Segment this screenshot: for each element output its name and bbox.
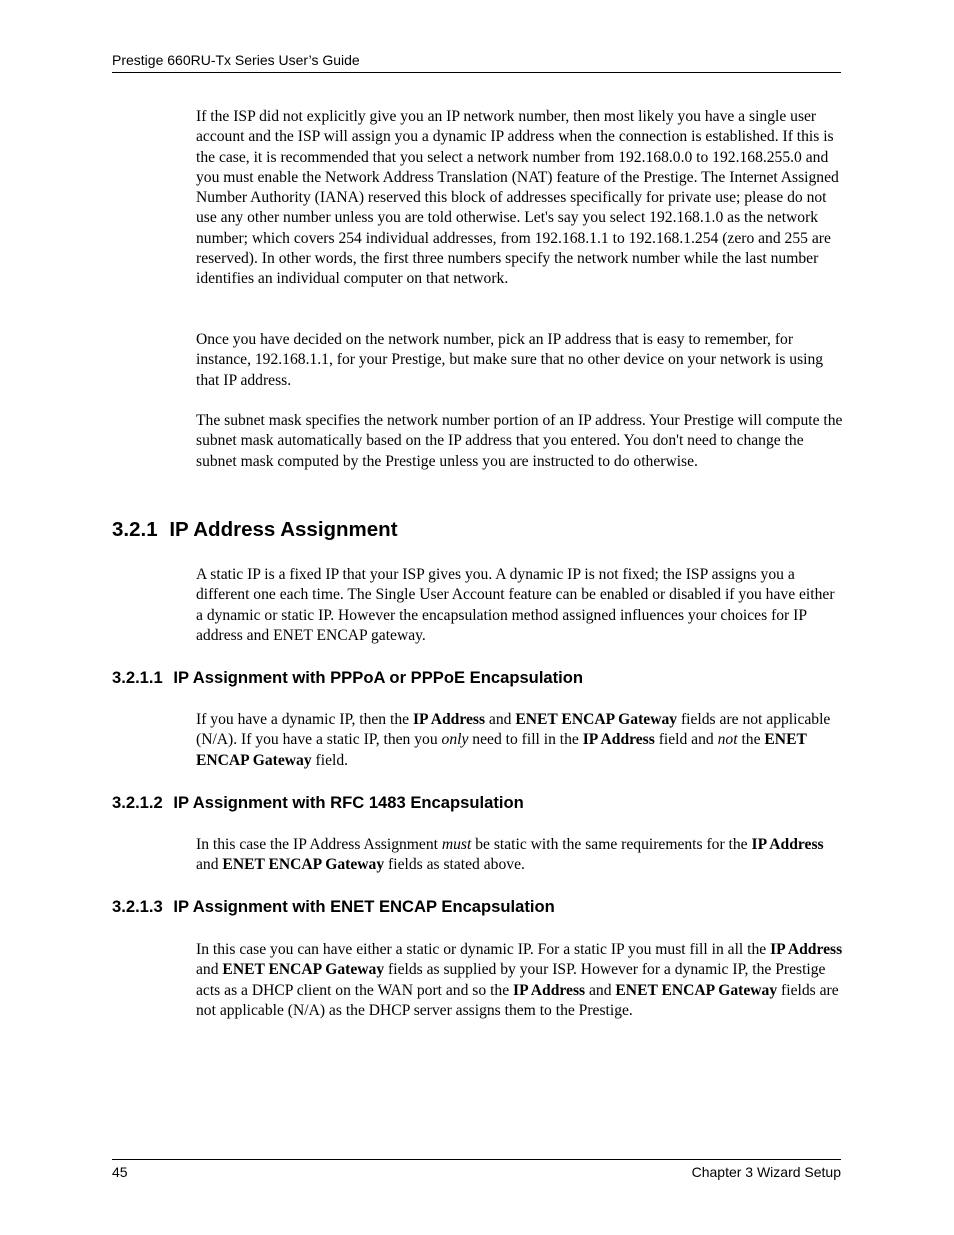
text-run: field.	[311, 751, 349, 769]
text-run: fields are not applicable (N/A). If you have a static IP, then you	[196, 711, 831, 749]
intro-paragraph-1: If the ISP did not explicitly give you an IP network number, then most likely you have a single user account and the ISP will assign you a dynamic IP address when the connection is established. If this is the case, it is recommended that you select a network number from 192.168.0.0 to 192.168.255.0 and you must enable the Network Address Translation (NAT) feature of the Prestige. The Internet Assigned Number Authority (IANA) reserved this block of addresses specifically for private use; please do not use any other number unless you are told otherwise. Let's say you select 192.168.1.0 as the network number; which covers 254 individual addresses, from 192.168.1.1 to 192.168.1.254 (zero and 255 are reserved). In other words, the first three numbers specify the network number while the last number identifies an individual computer on that network.	[196, 108, 839, 288]
section-heading-3-2-1	[112, 517, 398, 543]
italic-term: must	[441, 836, 472, 853]
section-number: 3.2.1.1	[112, 668, 163, 687]
section-3-2-1-body: A static IP is a fixed IP that your ISP gives you. A dynamic IP is not fixed; the ISP assigns you a different one each time. The Single User Account feature can be enabled or disabled if you have either a dynamic or static IP. However the encapsulation method assigned influences your choices for IP address and ENET ENCAP gateway.	[196, 566, 835, 644]
text-run: fields as stated above.	[384, 856, 525, 874]
intro-paragraph-2: Once you have decided on the network number, pick an IP address that is easy to remember, for instance, 192.168.1.1, for your Prestige, but make sure that no other device on your network is using that IP address.	[196, 331, 824, 389]
bold-term: ENET ENCAP Gateway	[222, 961, 385, 979]
section-heading-3-2-1-1	[112, 667, 583, 689]
text-run: and	[196, 961, 223, 979]
bold-term: IP Address	[412, 711, 486, 728]
text-run: fields are not applicable (N/A) as the DHCP server assigns them to the Prestige.	[196, 981, 839, 1019]
text-run: and	[196, 856, 223, 874]
section-number: 3.2.1.3	[112, 897, 163, 916]
section-number: 3.2.1.2	[112, 793, 163, 812]
bold-term: IP Address	[513, 981, 586, 999]
text-run: be static with the same requirements for the	[471, 836, 752, 853]
bold-term: ENET ENCAP Gateway	[222, 856, 385, 874]
bold-term: ENET ENCAP Gateway	[515, 711, 678, 728]
text-run: In this case the IP Address Assignment	[196, 836, 442, 853]
section-title: IP Assignment with PPPoA or PPPoE Encapsulation	[173, 668, 584, 687]
section-title: IP Assignment with ENET ENCAP Encapsulation	[173, 897, 555, 916]
running-header	[112, 50, 841, 73]
page-number: 45	[112, 1164, 128, 1180]
section-number: 3.2.1	[112, 518, 158, 541]
text-run: If you have a dynamic IP, then the	[196, 711, 413, 728]
running-footer	[112, 1159, 841, 1180]
section-title: IP Assignment with RFC 1483 Encapsulation	[173, 793, 524, 812]
text-run: need to fill in the	[468, 731, 583, 749]
bold-term: IP Address	[751, 836, 824, 853]
section-title: IP Address Assignment	[169, 518, 398, 541]
text-run: and	[585, 981, 616, 999]
text-run: field and	[654, 731, 718, 749]
intro-paragraph-3: The subnet mask specifies the network number portion of an IP address. Your Prestige will compute the subnet mask automatically based on the IP address that you entered. You don't need to change the subnet mask computed by the Prestige unless you are instructed to do otherwise.	[196, 412, 843, 470]
text-run: and	[485, 711, 516, 728]
chapter-title: Chapter 3 Wizard Setup	[691, 1164, 841, 1180]
text-run: In this case you can have either a static or dynamic IP. For a static IP you must fill in all the	[196, 941, 771, 958]
italic-term: only	[441, 731, 469, 749]
bold-term: ENET ENCAP Gateway	[615, 981, 778, 999]
bold-term: IP Address	[770, 941, 843, 958]
guide-title: Prestige 660RU-Tx Series User’s Guide	[112, 52, 360, 68]
text-run: the	[737, 731, 765, 749]
text-run: fields as supplied by your ISP. However for a dynamic IP, the Prestige acts as a DHCP client on the WAN port and so the	[196, 961, 826, 999]
bold-term: IP Address	[582, 731, 655, 749]
section-3-2-1-1-body	[196, 710, 844, 771]
section-3-2-1-2-body	[196, 835, 844, 876]
bold-term: ENET ENCAP Gateway	[196, 731, 807, 769]
section-heading-3-2-1-2	[112, 792, 524, 814]
section-heading-3-2-1-3	[112, 896, 555, 918]
section-3-2-1-3-body	[196, 940, 844, 1021]
italic-term: not	[717, 731, 738, 749]
